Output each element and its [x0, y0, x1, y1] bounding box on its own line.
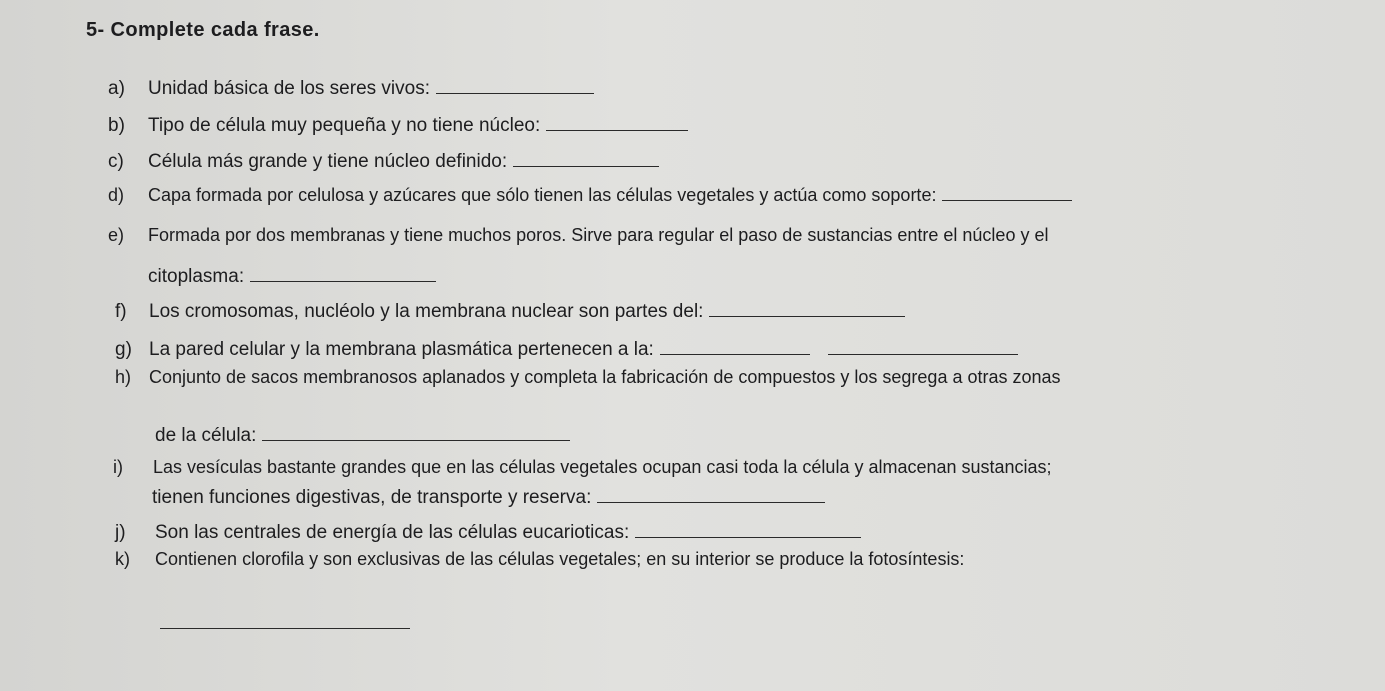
item-text: Contienen clorofila y son exclusivas de las células vegetales; en su interior se produce la fotosíntesis:: [155, 549, 965, 569]
answer-blank[interactable]: [597, 486, 825, 503]
item-text: Capa formada por celulosa y azúcares que sólo tienen las células vegetales y actúa como soporte:: [148, 185, 937, 205]
answer-blank[interactable]: [160, 612, 410, 629]
item-k-continuation: [160, 612, 410, 633]
answer-blank[interactable]: [942, 184, 1072, 201]
item-text: Conjunto de sacos membranosos aplanados y completa la fabricación de compuestos y los segrega a otras zonas: [149, 367, 1061, 387]
item-text: Célula más grande y tiene núcleo definido:: [148, 151, 508, 172]
item-text: Son las centrales de energía de las células eucarioticas:: [155, 522, 630, 543]
item-a: [108, 77, 594, 98]
item-marker: k): [115, 549, 130, 569]
item-h: [115, 368, 1061, 386]
item-i: [113, 458, 1052, 476]
item-text: Los cromosomas, nucléolo y la membrana nuclear son partes del:: [149, 301, 704, 322]
item-b: [108, 114, 688, 135]
item-g: [115, 338, 1018, 359]
item-j: [115, 521, 861, 542]
item-text: La pared celular y la membrana plasmática pertenecen a la:: [149, 339, 654, 360]
item-e: [108, 226, 1048, 244]
answer-blank[interactable]: [513, 150, 659, 167]
item-text: Las vesículas bastante grandes que en las células vegetales ocupan casi toda la célula y almacenan sustancias;: [153, 457, 1052, 477]
answer-blank[interactable]: [436, 77, 594, 94]
answer-blank[interactable]: [262, 424, 570, 441]
exercise-title: 5- Complete cada frase.: [86, 19, 320, 41]
item-k: [115, 550, 964, 568]
item-h-continuation: [155, 424, 570, 445]
item-marker: h): [115, 367, 132, 387]
item-text: citoplasma:: [148, 266, 245, 287]
item-marker: g): [115, 339, 132, 360]
item-e-continuation: [148, 265, 436, 286]
item-text: Formada por dos membranas y tiene muchos poros. Sirve para regular el paso de sustancias entre el núcleo y el: [148, 225, 1049, 245]
answer-blank[interactable]: [546, 114, 688, 131]
answer-blank[interactable]: [635, 521, 861, 538]
answer-blank[interactable]: [250, 265, 436, 282]
item-marker: i): [113, 457, 123, 477]
item-c: [108, 150, 659, 171]
item-f: [115, 300, 905, 321]
item-text: Tipo de célula muy pequeña y no tiene núcleo:: [148, 115, 541, 136]
item-text: tienen funciones digestivas, de transporte y reserva:: [152, 487, 592, 508]
answer-blank[interactable]: [660, 338, 810, 355]
item-marker: j): [115, 522, 126, 543]
item-i-continuation: [152, 486, 825, 507]
answer-blank[interactable]: [828, 338, 1018, 355]
item-marker: e): [108, 225, 125, 245]
item-marker: f): [115, 301, 127, 322]
answer-blank[interactable]: [709, 300, 905, 317]
item-d: [108, 184, 1072, 204]
item-marker: a): [108, 78, 125, 99]
item-marker: d): [108, 185, 125, 205]
item-marker: c): [108, 151, 124, 172]
item-text: Unidad básica de los seres vivos:: [148, 78, 430, 99]
item-text: de la célula:: [155, 425, 257, 446]
item-marker: b): [108, 115, 125, 136]
